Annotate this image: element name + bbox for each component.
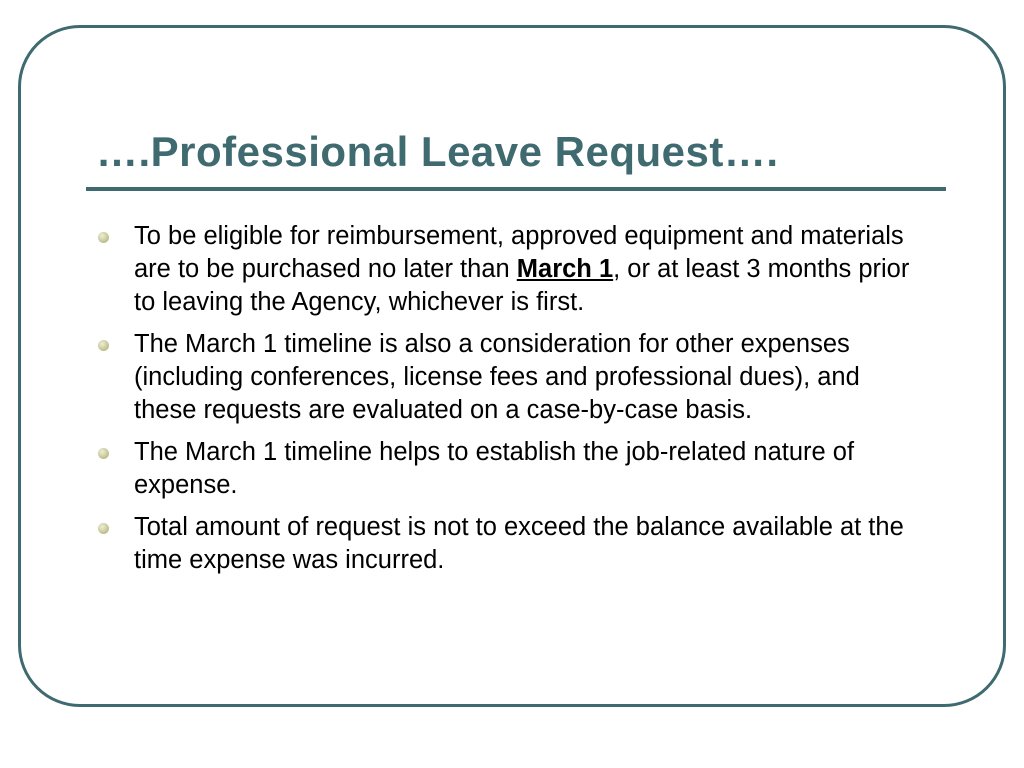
- bullet-text: The March 1 timeline helps to establish the job-related nature of expense.: [134, 438, 855, 499]
- round-bullet-icon: [98, 232, 109, 243]
- slide-title: ….Professional Leave Request….: [96, 128, 779, 175]
- bullet-text-part: , or at least 3 months prior to leaving the Agency, whichever is first.: [134, 255, 910, 316]
- title-divider: [86, 187, 946, 191]
- round-bullet-icon: [98, 523, 109, 534]
- bullet-item: [98, 328, 928, 427]
- deadline-emphasis: March 1: [516, 255, 614, 283]
- bullet-text-part: To be eligible for reimbursement, approved equipment and materials are to be purchased no later than: [134, 222, 904, 283]
- round-bullet-icon: [98, 448, 109, 459]
- bullet-item: [98, 436, 928, 502]
- bullet-item: [98, 511, 928, 577]
- bullet-text: Total amount of request is not to exceed the balance available at the time expense was incurred.: [134, 513, 904, 574]
- round-bullet-icon: [98, 340, 109, 351]
- bullet-item: [98, 220, 928, 319]
- bullet-list: [98, 220, 928, 586]
- bullet-text: The March 1 timeline is also a consideration for other expenses (including conferences, license fees and professional dues), and these requests are evaluated on a case-by-case basis.: [134, 330, 860, 424]
